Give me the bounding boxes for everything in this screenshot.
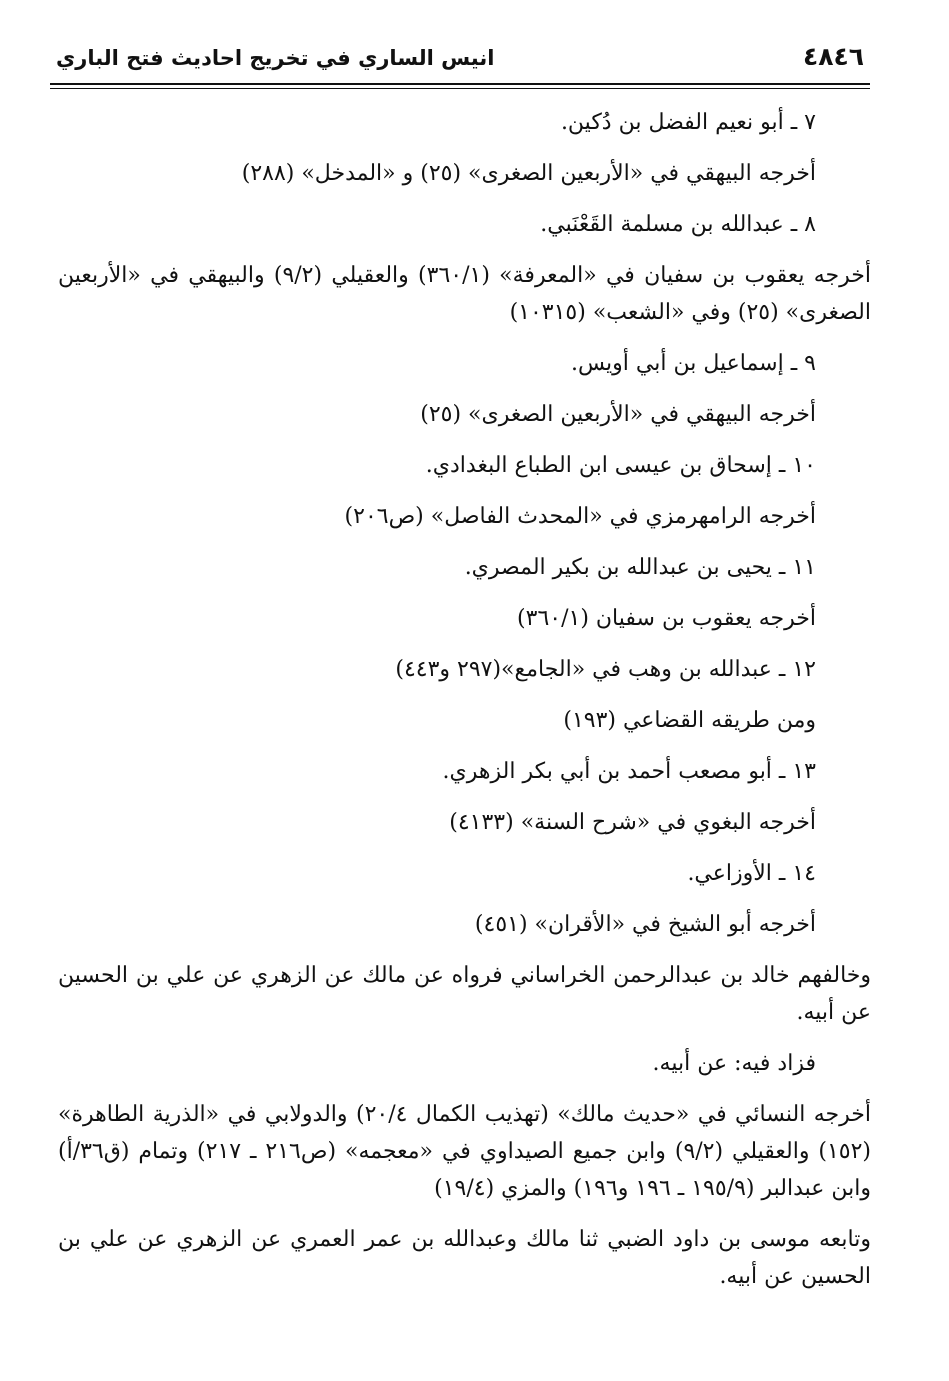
takhrij-8: أخرجه يعقوب بن سفيان في «المعرفة» (٣٦٠/١) والعقيلي (٩/٢) والبيهقي في «الأربعين الصغرى» (٢٥) وفي «الشعب» (١٠٣١٥) <box>58 263 872 325</box>
narrator-7: ٧ ـ أبو نعيم الفضل بن دُكين. <box>560 110 816 135</box>
narrator-13: ١٣ ـ أبو مصعب أحمد بن أبي بكر الزهري. <box>442 759 816 784</box>
takhrij-13: أخرجه البغوي في «شرح السنة» (٤١٣٣) <box>449 810 816 835</box>
narrator-10: ١٠ ـ إسحاق بن عيسى ابن الطباع البغدادي. <box>425 453 816 478</box>
page-number: ٤٨٤٦ <box>802 42 864 71</box>
takhrij-9: أخرجه البيهقي في «الأربعين الصغرى» (٢٥) <box>420 402 816 427</box>
page-header <box>50 40 870 82</box>
takhrij-14: أخرجه أبو الشيخ في «الأقران» (٤٥١) <box>474 912 816 937</box>
ziyada-line: فزاد فيه: عن أبيه. <box>652 1051 816 1076</box>
narrator-8: ٨ ـ عبدالله بن مسلمة القَعْنَبي. <box>540 212 816 237</box>
takhrij-11: أخرجه يعقوب بن سفيان (٣٦٠/١) <box>517 606 816 631</box>
mutaba-paragraph: وتابعه موسى بن داود الضبي ثنا مالك وعبدالله بن عمر العمري عن الزهري عن علي بن الحسين عن أبيه. <box>58 1227 871 1289</box>
narrator-12: ١٢ ـ عبدالله بن وهب في «الجامع»(٢٩٧ و٤٤٣) <box>395 657 816 682</box>
narrator-11: ١١ ـ يحيى بن عبدالله بن بكير المصري. <box>464 555 816 580</box>
takhrij-7: أخرجه البيهقي في «الأربعين الصغرى» (٢٥) و «المدخل» (٢٨٨) <box>241 161 816 186</box>
takhrij-12: ومن طريقه القضاعي (١٩٣) <box>563 708 816 733</box>
header-rule-thin <box>50 88 870 89</box>
header-rule-thick <box>50 83 870 85</box>
page-body <box>58 104 872 1309</box>
takhrij-mukhalafa: أخرجه النسائي في «حديث مالك» (تهذيب الكمال ٢٠/٤) والدولابي في «الذرية الطاهرة» (١٥٢) والعقيلي (٩/٢) وابن جميع الصيداوي في «معجمه» (ص٢١٦ ـ ٢١٧) وتمام (ق٣٦/أ) وابن عبدالبر (١٩٥/٩ ـ ١٩٦ و١٩٦) والمزي (١٩/٤) <box>58 1102 872 1201</box>
takhrij-10: أخرجه الرامهرمزي في «المحدث الفاصل» (ص٢٠٦) <box>344 504 816 529</box>
narrator-9: ٩ ـ إسماعيل بن أبي أويس. <box>571 351 816 376</box>
narrator-14: ١٤ ـ الأوزاعي. <box>687 861 816 886</box>
running-title: انيس الساري في تخريج احاديث فتح الباري <box>56 46 495 70</box>
mukhalafa-paragraph: وخالفهم خالد بن عبدالرحمن الخراساني فرواه عن مالك عن الزهري عن علي بن الحسين عن أبيه. <box>58 963 871 1025</box>
